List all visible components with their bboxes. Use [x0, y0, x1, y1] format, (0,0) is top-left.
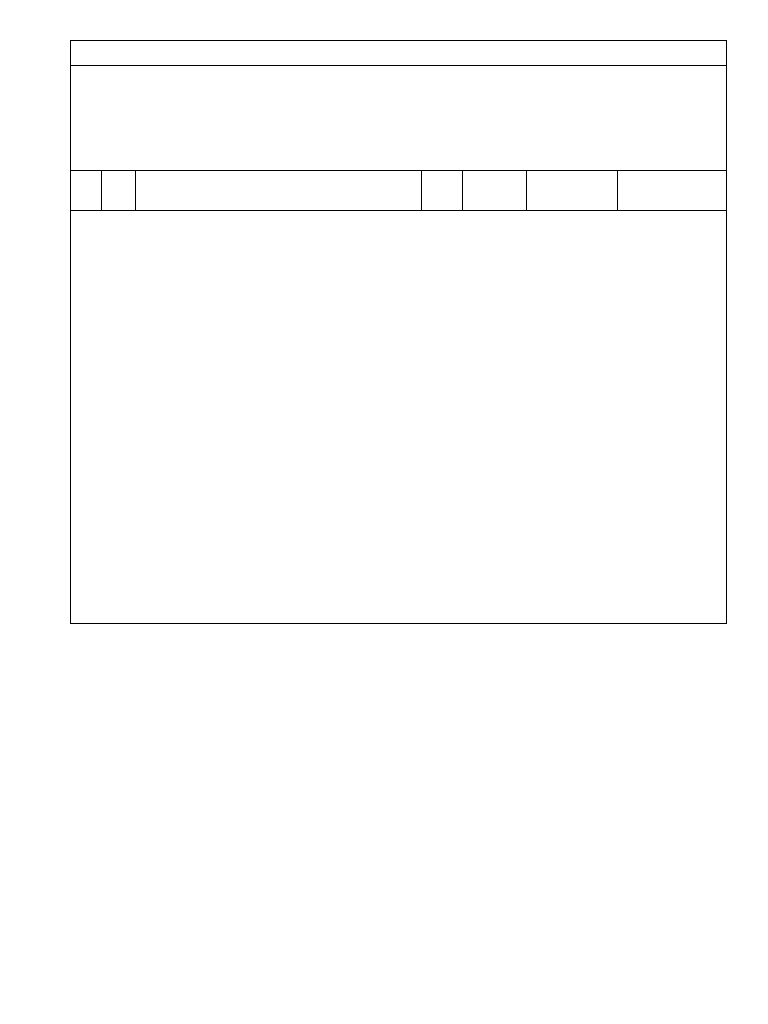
table-header	[71, 170, 726, 211]
sheet-title	[71, 41, 726, 66]
quantity-price-sheet	[70, 40, 727, 624]
